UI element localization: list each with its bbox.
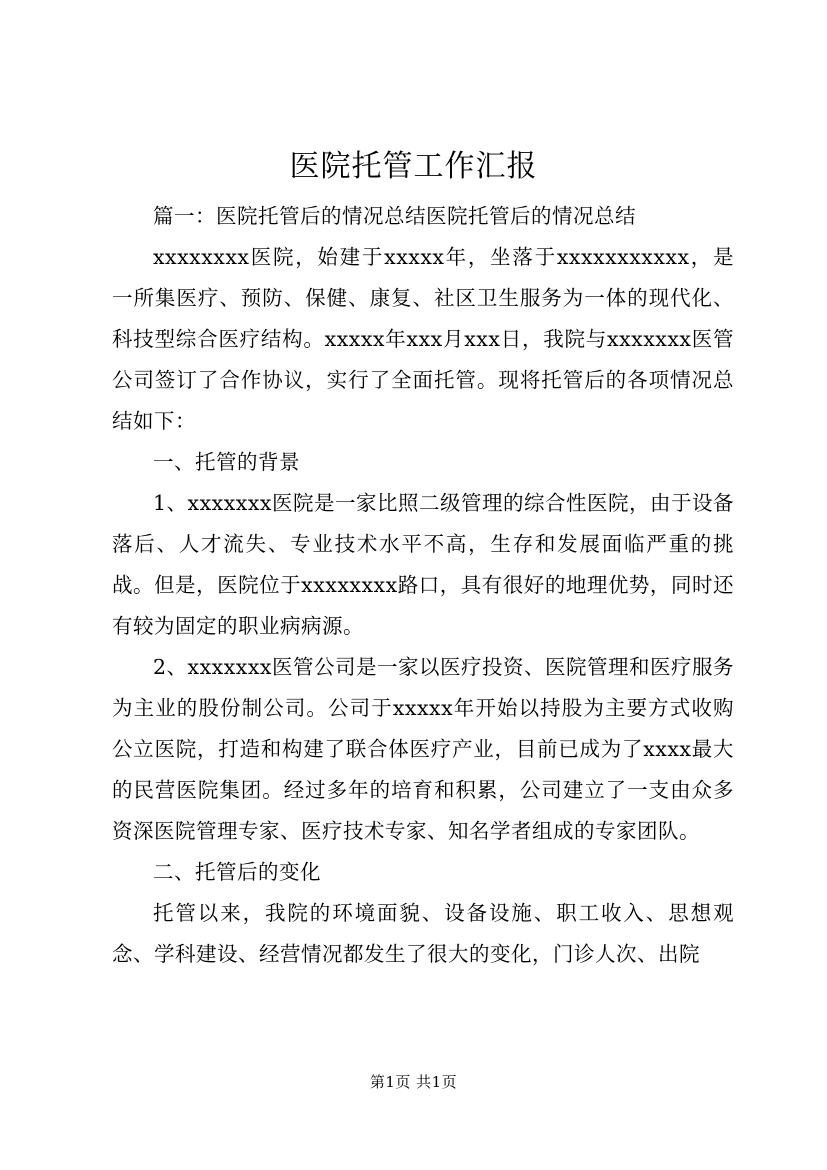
document-title: 医院托管工作汇报	[289, 149, 538, 184]
document-body	[112, 196, 734, 975]
paragraph-heading-part-one: 篇一：医院托管后的情况总结医院托管后的情况总结	[153, 204, 636, 228]
paragraph-introduction: xxxxxxxx医院，始建于xxxxx年，坐落于xxxxxxxxxxx，是一所集医疗、预防、保健、康复、社区卫生服务为一体的现代化、科技型综合医疗结构。xxxxx年xxx月xxx日，我院与xxxxxxx医管公司签订了合作协议，实行了全面托管。现将托管后的各项情况总结如下：	[112, 245, 734, 433]
page-footer: 第1页 共1页	[369, 1073, 458, 1091]
paragraph-changes: 托管以来，我院的环境面貌、设备设施、职工收入、思想观念、学科建设、经营情况都发生了很大的变化，门诊人次、出院	[112, 901, 734, 966]
section-heading-changes: 二、托管后的变化	[153, 860, 321, 884]
paragraph-background-1: 1、xxxxxxx医院是一家比照二级管理的综合性医院，由于设备落后、人才流失、专业技术水平不高，生存和发展面临严重的挑战。但是，医院位于xxxxxxxx路口，具有很好的地理优势，同时还有较为固定的职业病病源。	[112, 491, 734, 638]
section-heading-background: 一、托管的背景	[153, 450, 300, 474]
paragraph-background-2: 2、xxxxxxx医管公司是一家以医疗投资、医院管理和医疗服务为主业的股份制公司。公司于xxxxx年开始以持股为主要方式收购公立医院，打造和构建了联合体医疗产业，目前已成为了xxxx最大的民营医院集团。经过多年的培育和积累，公司建立了一支由众多资深医院管理专家、医疗技术专家、知名学者组成的专家团队。	[112, 655, 734, 843]
